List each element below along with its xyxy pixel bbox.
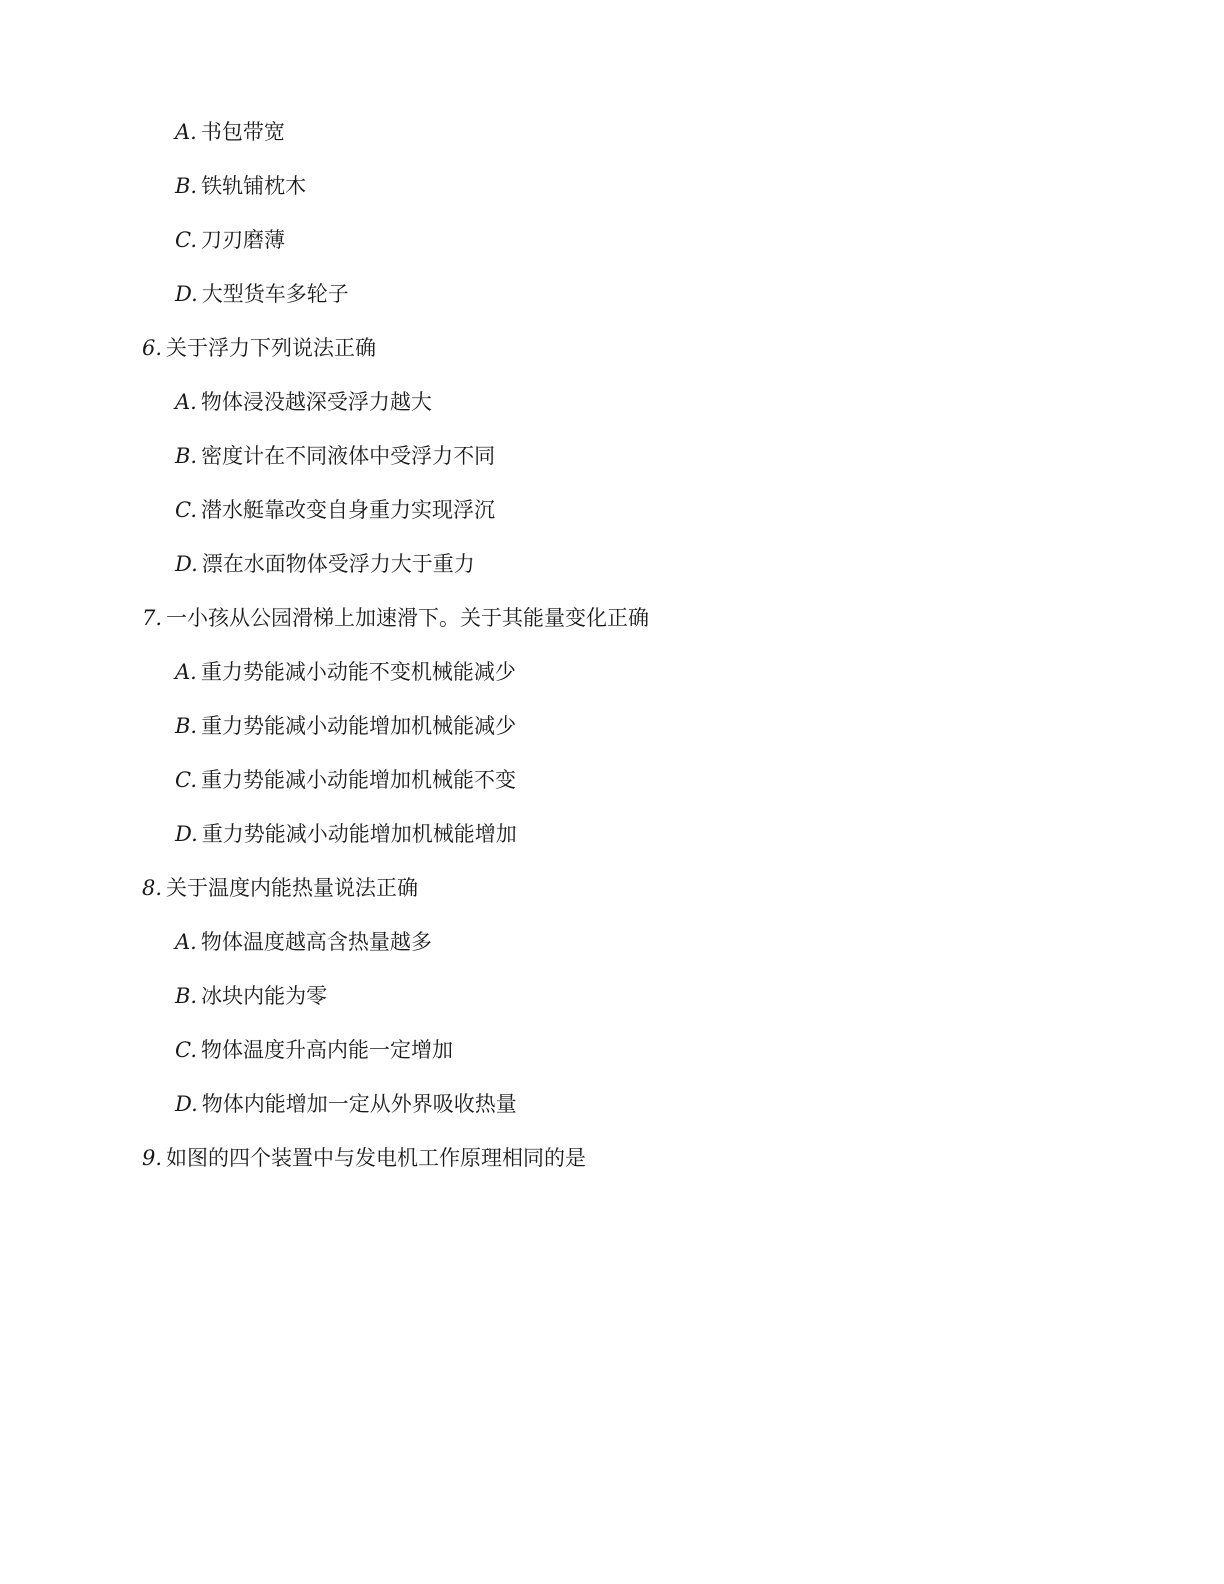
q8-option-b xyxy=(175,982,327,1010)
option-text: 大型货车多轮子 xyxy=(201,282,349,306)
option-letter: A. xyxy=(175,390,197,414)
option-text: 密度计在不同液体中受浮力不同 xyxy=(201,444,496,468)
question-text: 关于浮力下列说法正确 xyxy=(166,336,377,360)
question-text: 一小孩从公园滑梯上加速滑下。关于其能量变化正确 xyxy=(166,606,650,630)
q8-option-d xyxy=(175,1090,517,1118)
option-text: 物体温度升高内能一定增加 xyxy=(201,1038,453,1062)
question-number: 7. xyxy=(142,606,163,630)
q5-option-a xyxy=(175,118,285,146)
option-text: 潜水艇靠改变自身重力实现浮沉 xyxy=(201,498,495,522)
option-text: 书包带宽 xyxy=(200,120,285,144)
q6-option-b xyxy=(175,442,495,470)
option-text: 物体浸没越深受浮力越大 xyxy=(200,390,432,414)
question-text: 如图的四个装置中与发电机工作原理相同的是 xyxy=(166,1146,587,1170)
q8-stem xyxy=(142,874,418,902)
q7-option-a xyxy=(175,658,516,686)
option-letter: C. xyxy=(175,1038,197,1062)
option-letter: D. xyxy=(175,1092,198,1116)
q5-option-d xyxy=(175,280,349,308)
question-number: 9. xyxy=(142,1146,163,1170)
option-text: 物体温度越高含热量越多 xyxy=(200,930,432,954)
option-letter: C. xyxy=(175,228,197,252)
option-letter: C. xyxy=(175,498,197,522)
option-letter: A. xyxy=(175,120,197,144)
q7-option-c xyxy=(175,766,516,794)
q9-stem xyxy=(142,1144,586,1172)
q7-option-d xyxy=(175,820,517,848)
option-letter: B. xyxy=(175,714,198,738)
option-text: 物体内能增加一定从外界吸收热量 xyxy=(201,1092,517,1116)
option-letter: C. xyxy=(175,768,197,792)
option-text: 刀刃磨薄 xyxy=(201,228,285,252)
q8-option-a xyxy=(175,928,432,956)
option-letter: D. xyxy=(175,552,198,576)
option-text: 漂在水面物体受浮力大于重力 xyxy=(201,552,475,576)
option-letter: B. xyxy=(175,174,198,198)
option-letter: D. xyxy=(175,822,198,846)
option-letter: A. xyxy=(175,930,197,954)
option-text: 重力势能减小动能增加机械能减少 xyxy=(201,714,517,738)
q7-stem xyxy=(142,604,649,632)
option-text: 重力势能减小动能不变机械能减少 xyxy=(200,660,516,684)
q6-option-d xyxy=(175,550,475,578)
q5-option-c xyxy=(175,226,285,254)
question-number: 6. xyxy=(142,336,163,360)
q6-option-c xyxy=(175,496,495,524)
question-number: 8. xyxy=(142,876,163,900)
option-letter: D. xyxy=(175,282,198,306)
q5-option-b xyxy=(175,172,306,200)
option-letter: B. xyxy=(175,444,198,468)
option-text: 冰块内能为零 xyxy=(201,984,328,1008)
option-text: 重力势能减小动能增加机械能增加 xyxy=(201,822,517,846)
q7-option-b xyxy=(175,712,516,740)
option-text: 重力势能减小动能增加机械能不变 xyxy=(201,768,516,792)
option-letter: B. xyxy=(175,984,198,1008)
q6-stem xyxy=(142,334,376,362)
q8-option-c xyxy=(175,1036,453,1064)
option-text: 铁轨铺枕木 xyxy=(201,174,307,198)
q6-option-a xyxy=(175,388,432,416)
question-text: 关于温度内能热量说法正确 xyxy=(166,876,419,900)
option-letter: A. xyxy=(175,660,197,684)
